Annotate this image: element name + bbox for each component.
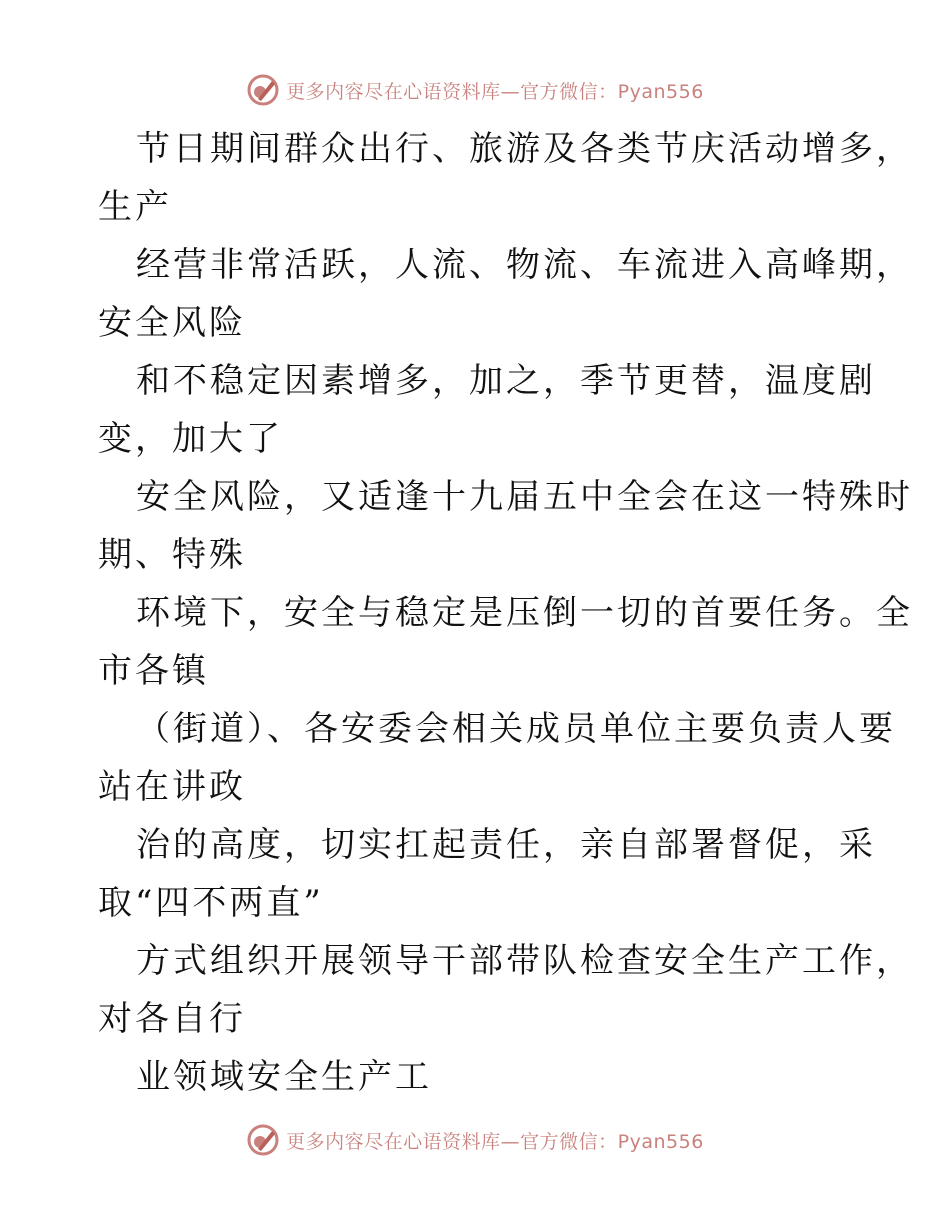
text-line: 生产 <box>98 187 172 227</box>
watermark-text: 更多内容尽在心语资料库—官方微信：Pyan556 <box>286 80 704 103</box>
text-line: 方式组织开展领导干部带队检查安全生产工作， <box>136 941 913 981</box>
text-line: 环境下，安全与稳定是压倒一切的首要任务。全 <box>136 593 913 633</box>
text-line: 经营非常活跃，人流、物流、车流进入高峰期， <box>136 245 913 285</box>
text-line: 业领域安全生产工 <box>136 1057 432 1097</box>
text-line: 安全风险，又适逢十九届五中全会在这一特殊时 <box>136 477 913 517</box>
text-line: 节日期间群众出行、旅游及各类节庆活动增多， <box>136 129 913 169</box>
text-line: 期、特殊 <box>98 535 246 575</box>
document-body <box>98 120 913 1106</box>
watermark-text: 更多内容尽在心语资料库—官方微信：Pyan556 <box>286 1130 704 1153</box>
text-line: 变，加大了 <box>98 419 283 459</box>
text-line: 市各镇 <box>98 651 209 691</box>
text-line: 站在讲政 <box>98 767 246 807</box>
text-line: 和不稳定因素增多，加之，季节更替，温度剧 <box>136 361 876 401</box>
text-line: 治的高度，切实扛起责任，亲自部署督促，采 <box>136 825 876 865</box>
pen-logo-icon <box>246 1123 280 1157</box>
text-line: （街道）、各安委会相关成员单位主要负责人要 <box>136 709 896 749</box>
header-watermark <box>0 70 950 110</box>
pen-logo-icon <box>246 73 280 107</box>
text-line: 对各自行 <box>98 999 246 1039</box>
footer-watermark <box>0 1120 950 1160</box>
text-line: 取“四不两直” <box>98 883 324 923</box>
text-line: 安全风险 <box>98 303 246 343</box>
